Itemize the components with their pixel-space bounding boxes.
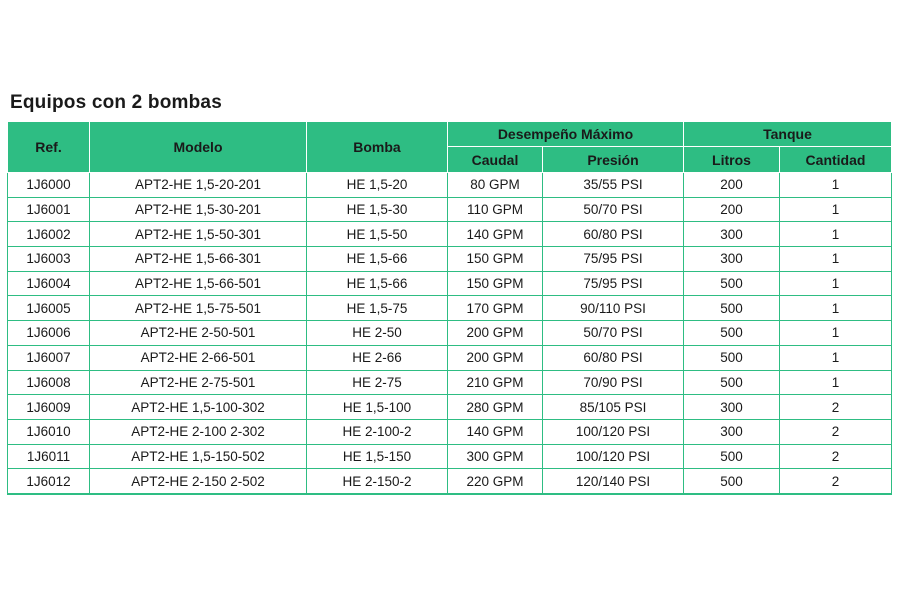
presion-cell: 60/80 PSI: [543, 222, 684, 247]
equipment-table: [7, 121, 892, 495]
litros-cell: 300: [684, 395, 780, 420]
modelo-cell: APT2-HE 2-50-501: [90, 321, 307, 346]
caudal-cell: 150 GPM: [448, 247, 543, 272]
header-litros: Litros: [684, 147, 780, 173]
litros-cell: 200: [684, 197, 780, 222]
header-tanque: Tanque: [684, 122, 892, 147]
header-bomba: Bomba: [307, 122, 448, 173]
table-header: [8, 122, 892, 173]
caudal-cell: 210 GPM: [448, 370, 543, 395]
litros-cell: 500: [684, 296, 780, 321]
table-row: [8, 197, 892, 222]
modelo-cell: APT2-HE 1,5-66-501: [90, 271, 307, 296]
table-row: [8, 345, 892, 370]
cantidad-cell: 2: [780, 444, 892, 469]
caudal-cell: 140 GPM: [448, 419, 543, 444]
bomba-cell: HE 1,5-20: [307, 173, 448, 198]
ref-cell: 1J6006: [8, 321, 90, 346]
bomba-cell: HE 1,5-50: [307, 222, 448, 247]
modelo-cell: APT2-HE 1,5-30-201: [90, 197, 307, 222]
table-row: [8, 321, 892, 346]
litros-cell: 500: [684, 444, 780, 469]
modelo-cell: APT2-HE 1,5-100-302: [90, 395, 307, 420]
presion-cell: 85/105 PSI: [543, 395, 684, 420]
table-row: [8, 296, 892, 321]
bomba-cell: HE 2-50: [307, 321, 448, 346]
presion-cell: 100/120 PSI: [543, 419, 684, 444]
ref-cell: 1J6000: [8, 173, 90, 198]
litros-cell: 500: [684, 345, 780, 370]
presion-cell: 50/70 PSI: [543, 321, 684, 346]
presion-cell: 50/70 PSI: [543, 197, 684, 222]
table-row: [8, 271, 892, 296]
bomba-cell: HE 1,5-100: [307, 395, 448, 420]
modelo-cell: APT2-HE 1,5-75-501: [90, 296, 307, 321]
page-title: Equipos con 2 bombas: [10, 92, 222, 113]
presion-cell: 35/55 PSI: [543, 173, 684, 198]
litros-cell: 300: [684, 247, 780, 272]
presion-cell: 60/80 PSI: [543, 345, 684, 370]
caudal-cell: 280 GPM: [448, 395, 543, 420]
ref-cell: 1J6008: [8, 370, 90, 395]
litros-cell: 300: [684, 419, 780, 444]
ref-cell: 1J6004: [8, 271, 90, 296]
header-desempeno: Desempeño Máximo: [448, 122, 684, 147]
ref-cell: 1J6001: [8, 197, 90, 222]
caudal-cell: 80 GPM: [448, 173, 543, 198]
cantidad-cell: 1: [780, 247, 892, 272]
table-row: [8, 395, 892, 420]
litros-cell: 300: [684, 222, 780, 247]
litros-cell: 500: [684, 370, 780, 395]
header-presion: Presión: [543, 147, 684, 173]
litros-cell: 500: [684, 469, 780, 494]
ref-cell: 1J6011: [8, 444, 90, 469]
table-row: [8, 419, 892, 444]
table-row: [8, 444, 892, 469]
modelo-cell: APT2-HE 1,5-66-301: [90, 247, 307, 272]
litros-cell: 500: [684, 271, 780, 296]
presion-cell: 120/140 PSI: [543, 469, 684, 494]
caudal-cell: 150 GPM: [448, 271, 543, 296]
caudal-cell: 170 GPM: [448, 296, 543, 321]
cantidad-cell: 1: [780, 296, 892, 321]
cantidad-cell: 2: [780, 419, 892, 444]
modelo-cell: APT2-HE 1,5-50-301: [90, 222, 307, 247]
presion-cell: 90/110 PSI: [543, 296, 684, 321]
header-cantidad: Cantidad: [780, 147, 892, 173]
modelo-cell: APT2-HE 2-66-501: [90, 345, 307, 370]
cantidad-cell: 1: [780, 197, 892, 222]
ref-cell: 1J6007: [8, 345, 90, 370]
presion-cell: 100/120 PSI: [543, 444, 684, 469]
ref-cell: 1J6003: [8, 247, 90, 272]
bomba-cell: HE 1,5-66: [307, 271, 448, 296]
table-row: [8, 469, 892, 494]
table-row: [8, 247, 892, 272]
caudal-cell: 140 GPM: [448, 222, 543, 247]
bomba-cell: HE 2-66: [307, 345, 448, 370]
table-row: [8, 222, 892, 247]
table-row: [8, 173, 892, 198]
presion-cell: 75/95 PSI: [543, 271, 684, 296]
ref-cell: 1J6005: [8, 296, 90, 321]
cantidad-cell: 2: [780, 469, 892, 494]
bomba-cell: HE 1,5-150: [307, 444, 448, 469]
ref-cell: 1J6010: [8, 419, 90, 444]
cantidad-cell: 2: [780, 395, 892, 420]
bomba-cell: HE 2-150-2: [307, 469, 448, 494]
bomba-cell: HE 1,5-75: [307, 296, 448, 321]
modelo-cell: APT2-HE 2-100 2-302: [90, 419, 307, 444]
presion-cell: 75/95 PSI: [543, 247, 684, 272]
header-ref: Ref.: [8, 122, 90, 173]
caudal-cell: 300 GPM: [448, 444, 543, 469]
caudal-cell: 200 GPM: [448, 321, 543, 346]
modelo-cell: APT2-HE 2-75-501: [90, 370, 307, 395]
cantidad-cell: 1: [780, 321, 892, 346]
ref-cell: 1J6012: [8, 469, 90, 494]
caudal-cell: 200 GPM: [448, 345, 543, 370]
cantidad-cell: 1: [780, 222, 892, 247]
cantidad-cell: 1: [780, 345, 892, 370]
litros-cell: 200: [684, 173, 780, 198]
presion-cell: 70/90 PSI: [543, 370, 684, 395]
bomba-cell: HE 2-75: [307, 370, 448, 395]
table-row: [8, 370, 892, 395]
bomba-cell: HE 1,5-30: [307, 197, 448, 222]
ref-cell: 1J6002: [8, 222, 90, 247]
header-modelo: Modelo: [90, 122, 307, 173]
modelo-cell: APT2-HE 1,5-150-502: [90, 444, 307, 469]
bomba-cell: HE 1,5-66: [307, 247, 448, 272]
cantidad-cell: 1: [780, 370, 892, 395]
caudal-cell: 220 GPM: [448, 469, 543, 494]
cantidad-cell: 1: [780, 173, 892, 198]
bomba-cell: HE 2-100-2: [307, 419, 448, 444]
litros-cell: 500: [684, 321, 780, 346]
modelo-cell: APT2-HE 2-150 2-502: [90, 469, 307, 494]
cantidad-cell: 1: [780, 271, 892, 296]
header-caudal: Caudal: [448, 147, 543, 173]
caudal-cell: 110 GPM: [448, 197, 543, 222]
table-body: [8, 173, 892, 494]
modelo-cell: APT2-HE 1,5-20-201: [90, 173, 307, 198]
ref-cell: 1J6009: [8, 395, 90, 420]
